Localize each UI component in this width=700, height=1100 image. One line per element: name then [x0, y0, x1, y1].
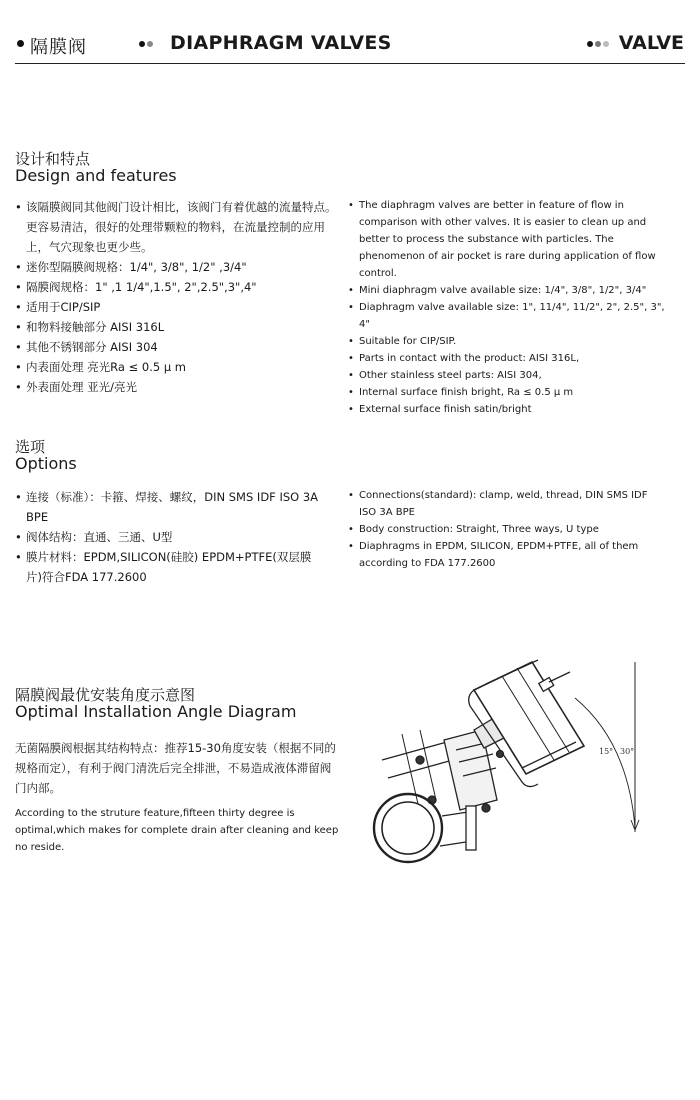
valve-actuator [474, 662, 584, 774]
design-list-en [348, 197, 670, 418]
list-item: • Parts in contact with the product: AISI 316L, [348, 350, 670, 367]
list-item: • 隔膜阀规格：1" ,1 1/4",1.5", 2",2.5",3",4" [15, 277, 345, 297]
header-title: DIAPHRAGM VALVES [170, 32, 392, 54]
angle-label-30: 30° [620, 747, 635, 756]
angle-label-15: 15° [599, 747, 614, 756]
list-item: • 内表面处理 亮光Ra ≤ 0.5 μ m [15, 357, 345, 377]
list-item: • Body construction: Straight, Three ways, U type [348, 521, 666, 538]
pipe-port-inner [382, 802, 434, 854]
list-item: • Diaphragms in EPDM, SILICON, EPDM+PTFE, all of them according to FDA 177.2600 [348, 538, 666, 572]
list-item: • Mini diaphragm valve available size: 1/4", 3/8", 1/2", 3/4" [348, 282, 670, 299]
list-item: • Connections(standard): clamp, weld, thread, DIN SMS IDF ISO 3A BPE [348, 487, 666, 521]
list-item: • 阀体结构：直通、三通、U型 [15, 527, 320, 547]
list-item: • 适用于CIP/SIP [15, 297, 345, 317]
pipe-port-outer [374, 794, 442, 862]
list-item: • 和物料接触部分 AISI 316L [15, 317, 345, 337]
angle-title-cn: 隔膜阀最优安装角度示意图 [15, 686, 196, 704]
list-item: • Diaphragm valve available size: 1", 11/4", 11/2", 2", 2.5", 3", 4" [348, 299, 670, 333]
angle-description-cn: 无菌隔膜阀根据其结构特点：推荐15-30角度安装（根据不同的规格而定），有利于阀门清洗后完全排泄，不易造成液体滞留阀门内部。 [15, 741, 336, 795]
options-title-en: Options [15, 454, 77, 473]
options-title-cn: 选项 [15, 438, 46, 456]
list-item: • Suitable for CIP/SIP. [348, 333, 670, 350]
header-dots-icon [139, 41, 155, 47]
design-title-en: Design and features [15, 166, 177, 185]
header-dots-right-icon [587, 41, 611, 47]
angle-arc [575, 698, 635, 828]
list-item: • 其他不锈钢部分 AISI 304 [15, 337, 345, 357]
header-divider [15, 63, 685, 64]
angle-title-en: Optimal Installation Angle Diagram [15, 702, 297, 721]
options-list-cn [15, 487, 320, 587]
list-item: • 迷你型隔膜阀规格：1/4", 3/8", 1/2" ,3/4" [15, 257, 345, 277]
list-item: • 该隔膜阀同其他阀门设计相比，该阀门有着优越的流量特点。更容易清洁，很好的处理带颗粒的物料，在流量控制的应用上，气穴现象也更少些。 [15, 197, 345, 257]
options-list-en [348, 487, 666, 572]
bullet-dot-icon [17, 40, 24, 47]
page-header [0, 0, 700, 64]
list-item: • Internal surface finish bright, Ra ≤ 0.5 μ m [348, 384, 670, 401]
list-item: • External surface finish satin/bright [348, 401, 670, 418]
angle-description-en: According to the struture feature,fifteen thirty degree is optimal,which makes for complete drain after cleaning and keep no reside. [15, 808, 339, 853]
list-item: • 连接（标准）：卡箍、焊接、螺纹，DIN SMS IDF ISO 3A BPE [15, 487, 320, 527]
installation-angle-diagram [362, 650, 662, 890]
list-item: • 外表面处理 亚光/亮光 [15, 377, 345, 397]
header-right-label: VALVE [618, 32, 684, 54]
design-title-cn: 设计和特点 [15, 150, 91, 168]
list-item: • 膜片材料：EPDM,SILICON(硅胶) EPDM+PTFE(双层膜片)符合FDA 177.2600 [15, 547, 320, 587]
list-item: • Other stainless steel parts: AISI 304, [348, 367, 670, 384]
list-item: • The diaphragm valves are better in feature of flow in comparison with other valves. It is easier to clean up and better to process the substance with particles. The phenomenon of air pocket is rare during application of flow control. [348, 197, 670, 282]
design-list-cn [15, 197, 345, 397]
header-category-cn: 隔膜阀 [30, 37, 87, 58]
